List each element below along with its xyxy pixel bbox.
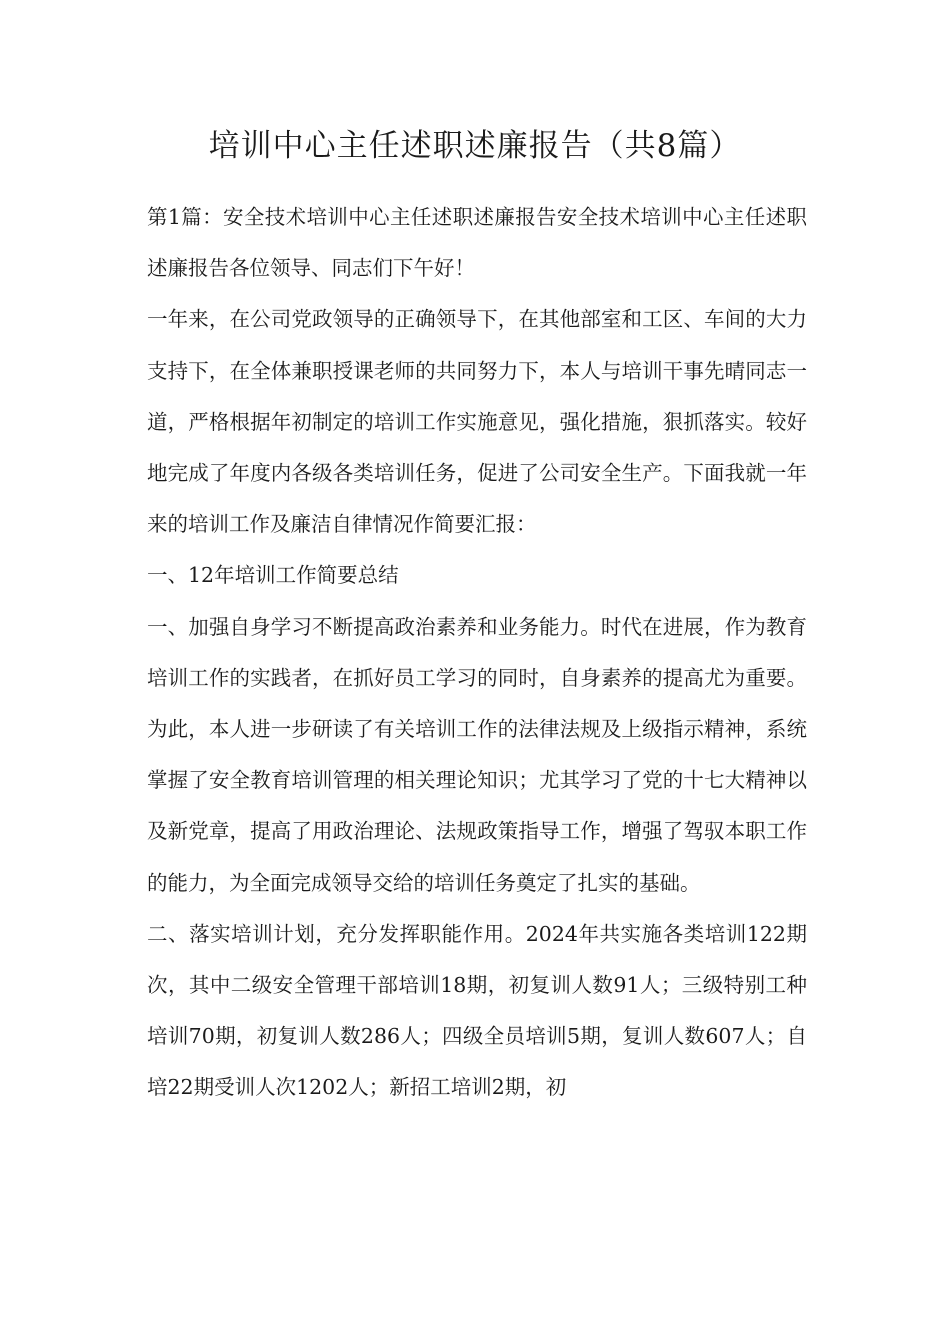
paragraph-intro: 第1篇：安全技术培训中心主任述职述廉报告安全技术培训中心主任述职述廉报告各位领导、同志们下午好！	[147, 205, 807, 281]
paragraph-self-study: 一、加强自身学习不断提高政治素养和业务能力。时代在进展，作为教育培训工作的实践者，在抓好员工学习的同时，自身素养的提高尤为重要。为此，本人进一步研读了有关培训工作的法律法规及上级指示精神，系统掌握了安全教育培训管理的相关理论知识；尤其学习了党的十七大精神以及新党章，提高了用政治理论、法规政策指导工作，增强了驾驭本职工作的能力，为全面完成领导交给的培训任务奠定了扎实的基础。	[147, 614, 807, 895]
paragraph-overview: 一年来，在公司党政领导的正确领导下，在其他部室和工区、车间的大力支持下，在全体兼职授课老师的共同努力下，本人与培训干事先晴同志一道，严格根据年初制定的培训工作实施意见，强化措施，狠抓落实。较好地完成了年度内各级各类培训任务，促进了公司安全生产。下面我就一年来的培训工作及廉洁自律情况作简要汇报：	[147, 307, 807, 537]
document-body	[147, 192, 807, 1114]
document-title: 培训中心主任述职述廉报告（共8篇）	[208, 128, 742, 164]
section-heading: 一、12年培训工作简要总结	[147, 563, 399, 588]
paragraph-training-plan: 二、落实培训计划，充分发挥职能作用。2024年共实施各类培训122期次，其中二级安全管理干部培训18期，初复训人数91人；三级特别工种培训70期，初复训人数286人；四级全员培训5期，复训人数607人；自培22期受训人次1202人；新招工培训2期，初	[147, 921, 807, 1100]
